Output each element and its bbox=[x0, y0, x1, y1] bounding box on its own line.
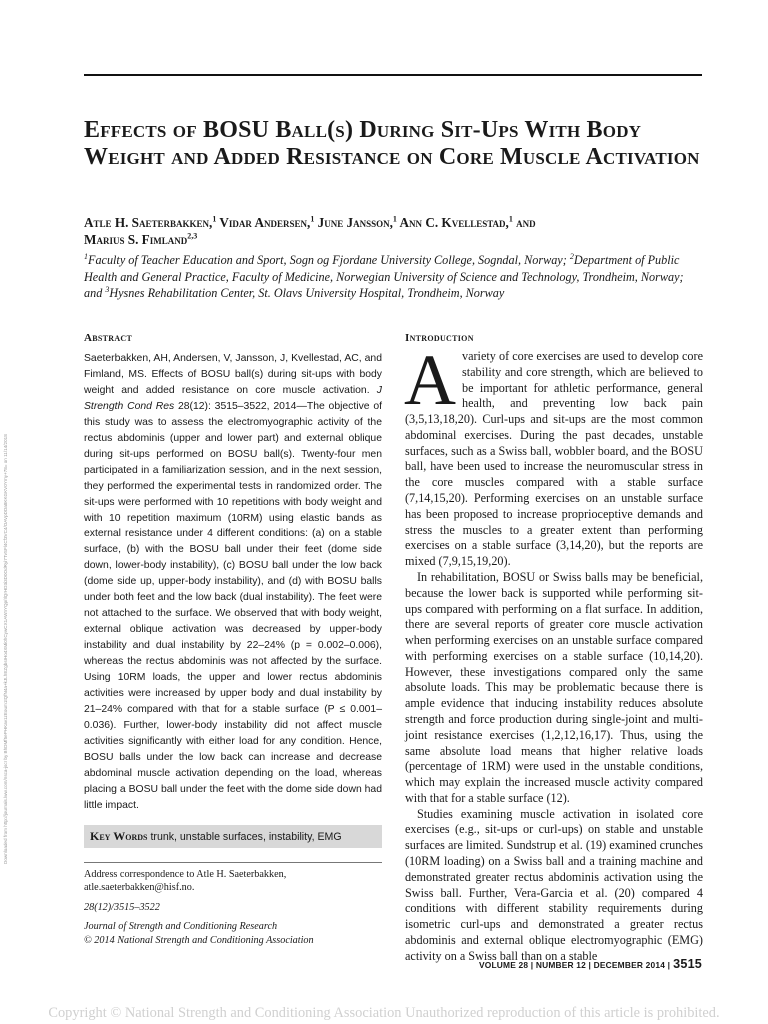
affiliation: $^3$Hysnes Rehabilitation Center, St. Olavs University Hospital, Trondheim, Norway bbox=[105, 284, 505, 300]
abstract-heading: Abstract bbox=[84, 332, 133, 344]
article-title: Effects of BOSU Ball(s) During Sit-Ups With Body Weight and Added Resistance on Core Muscle Activation bbox=[84, 117, 700, 170]
affiliation: $^1$Faculty of Teacher Education and Sport, Sogn og Fjordane University College, Sogndal, Norway; bbox=[84, 251, 570, 267]
keywords-box bbox=[84, 825, 382, 848]
affiliations bbox=[84, 252, 704, 302]
page-number: 3515 bbox=[673, 957, 702, 971]
volume-note: 28(12)/3515–3522 bbox=[84, 901, 160, 913]
author-list bbox=[84, 214, 704, 248]
intro-paragraph: Avariety of core exercises are used to develop core stability and core strength, which are believed to be important for athletic performance, general health, and preventing low back pain (3,5,13,18,20). Curl-ups and sit-ups are the most common abdominal exercises. During the past decades, unstable surfaces, such as a Swiss ball, wobbler board, and the BOSU ball, have been used to increase the neuromuscular stress in the core muscles compared with a stable surface (7,14,15,20). Performing exercises on an unstable surface has been proposed to increase proprioceptive demands and stress the muscles to a greater extent than performing exercises on a stable surface (3,14,20), but the reports are mixed (7,9,15,19,20). bbox=[404, 340, 703, 569]
author: June Jansson,$^1$ bbox=[317, 214, 397, 230]
intro-paragraph: In rehabilitation, BOSU or Swiss balls may be beneficial, because the lower back is supported while performing sit-ups compared with performing on a flat surface. In addition, there are several reports of greater core muscle activation when performing exercises on an unstable surface compared with performing exercises on a stable surface (10,14,20). However, these investigations compared only the same absolute loads. This may be problematic because there is ample evidence that inducing instability reduces absolute strength and force production during single-joint and multi-joint resistance exercises (1,2,12,16,17). Thus, using the same absolute load means that higher relative loads (percentage of 1RM) were used in the unstable conditions, which may explain the increased muscle activity compared with that for a stable surface (12). bbox=[405, 569, 703, 805]
correspondence-note: Address correspondence to Atle H. Saeterbakken, atle.saeterbakken@hisf.no. bbox=[84, 869, 287, 894]
author: Marius S. Fimland$^{2,3}$ bbox=[84, 231, 198, 247]
introduction-text bbox=[404, 340, 703, 964]
author: Vidar Andersen,$^1$ bbox=[219, 214, 315, 230]
download-watermark: Downloaded from http://journals.lww.com/nsca-jscr by BhDMf5ePHKav1zEoum1tQfN4a+kJLhEZgbsIHo4XMi0hCywCX1AWnYQp/IlQrHD3i3D0OdRyi7TvSFl4Cf3VC4/OAVpDDa8KKGKV0Ymy+78= on 11/14/2018 bbox=[3, 434, 8, 864]
top-rule bbox=[84, 74, 702, 76]
author: Atle H. Saeterbakken,$^1$ bbox=[84, 214, 217, 230]
intro-paragraph: Studies examining muscle activation in isolated core exercises (e.g., sit-ups or curl-ups) on stable and unstable surfaces are limited. Sundstrup et al. (19) examined crunches (10RM loading) on a Swiss ball and a training machine and demonstrated greater rectus abdominis activation using the Swiss ball. Further, Vera-Garcia et al. (20) compared 4 conditions with different stability requirements during isometric curl-ups and demonstrated a greater rectus abdominis and external oblique electromyographic (EMG) activity on a Swiss ball than on a stable bbox=[405, 806, 703, 963]
footnote-rule bbox=[84, 862, 382, 863]
author: Ann C. Kvellestad,$^1$ and bbox=[399, 214, 536, 230]
drop-cap: A bbox=[404, 340, 456, 420]
keywords-text: trunk, unstable surfaces, instability, EMG bbox=[150, 831, 342, 843]
copyright-note: © 2014 National Strength and Conditioning Association bbox=[84, 934, 314, 946]
footnotes bbox=[84, 868, 382, 947]
introduction-heading: Introduction bbox=[405, 332, 474, 344]
keywords-label: Key Words bbox=[90, 829, 148, 843]
issue-info: VOLUME 28 | NUMBER 12 | DECEMBER 2014 | bbox=[478, 960, 671, 970]
journal-name: Journal of Strength and Conditioning Research bbox=[84, 921, 278, 933]
affiliation: $^2$Department of Public Health and General Practice, Faculty of Medicine, Norwegian University of Science and Technology, Trondheim, Norway; and bbox=[84, 251, 684, 300]
copyright-watermark: Copyright © National Strength and Conditioning Association Unauthorized reproduction of this article is prohibited. bbox=[48, 1005, 720, 1021]
abstract-text: Saeterbakken, AH, Andersen, V, Jansson, J, Kvellestad, AC, and Fimland, MS. Effects of BOSU ball(s) during sit-ups with body weight and added resistance on core muscle activation. J Strength Cond Res 28(12): 3515–3522, 2014—The objective of this study was to assess the electromyographic activity of the rectus abdominis (upper and lower part) and external oblique during sit-ups performed on BOSU ball(s). Twenty-four men participated in a familiarization session, and in the next session, they performed the experimental tests in randomized order. The sit-ups were performed with 10 repetitions with body weight and with 10 repetition maximum (10RM) using elastic bands as external resistance under 4 different conditions: (a) on a stable surface, (b) with the BOSU ball under their feet (dome side down, lower-body instability), (c) BOSU ball under the low back (dome side up, upper-body instability), and (d) with BOSU balls under both feet and the low back (dual instability). The feet were not attached to the surface. We observed that with body weight, external oblique activation was decreased by upper-body instability and dual instability by 22–24% (p = 0.002–0.006), whereas the rectus abdominis was not affected by the surface. Using 10RM loads, the upper and lower rectus abdominis activities were increased by upper body and dual instability by 21–24% compared with that for a stable surface (P ≤ 0.001–0.036). Further, lower-body instability did not affect muscle activities significantly with either load for any condition. Hence, BOSU balls under the low back can increase and decrease abdominal muscle activation depending on the load, whereas placing a BOSU ball under the feet with the dome side down had little impact. bbox=[84, 353, 382, 811]
page-footer bbox=[479, 957, 702, 971]
